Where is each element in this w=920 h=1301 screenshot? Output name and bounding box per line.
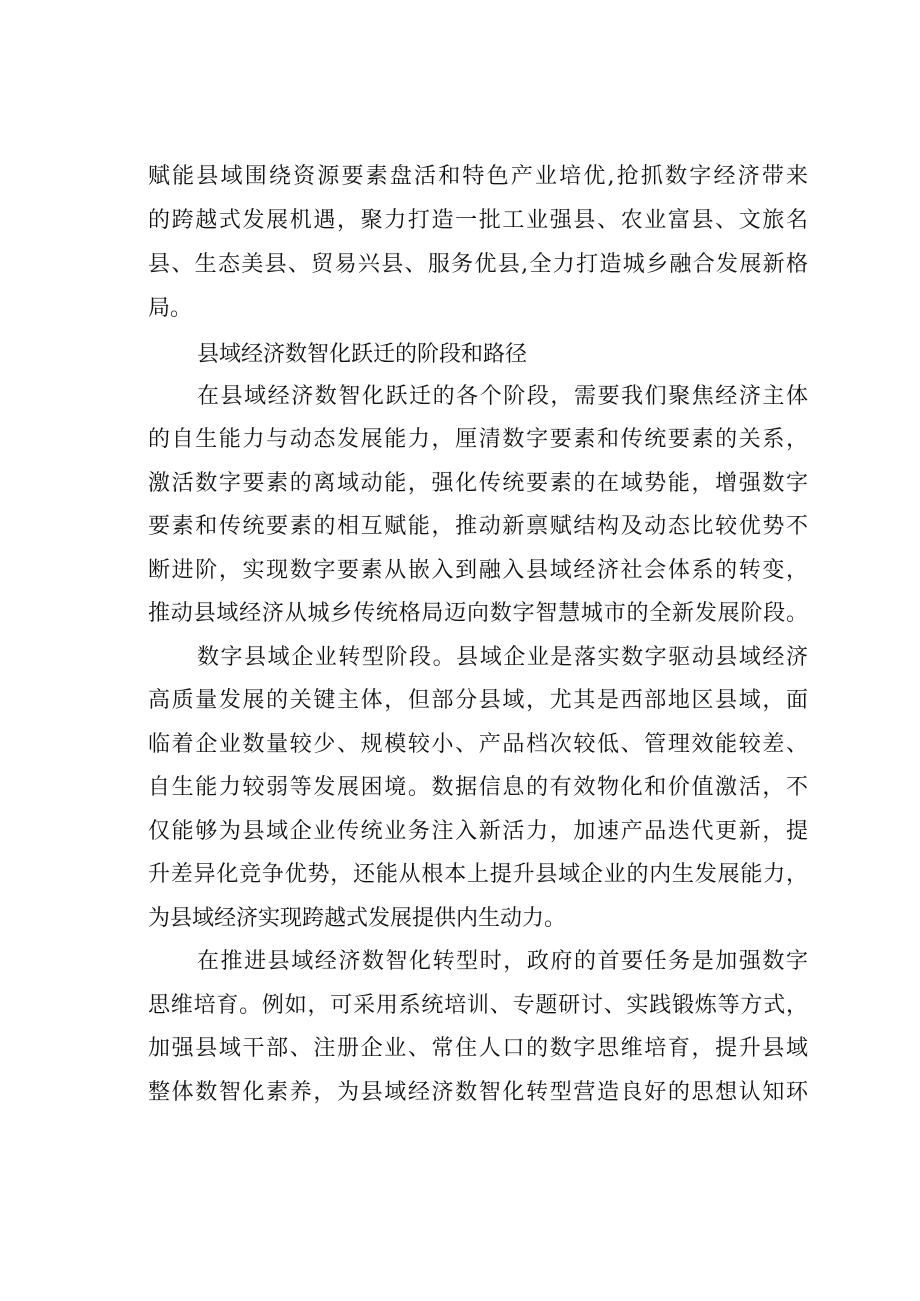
paragraph-3-line-4: 自生能力较弱等发展困境。数据信息的有效物化和价值激活，不 — [148, 775, 808, 800]
paragraph-2-line-1: 在县域经济数智化跃迁的各个阶段，需要我们聚焦经济主体 — [197, 384, 808, 409]
paragraph-1-line-4: 局。 — [148, 296, 193, 321]
paragraph-2-line-3: 激活数字要素的离域动能，强化传统要素的在域势能，增强数字 — [148, 471, 808, 496]
paragraph-4-line-3: 加强县域干部、注册企业、常住人口的数字思维培育，提升县域 — [148, 1036, 808, 1061]
paragraph-4-line-1: 在推进县域经济数智化转型时，政府的首要任务是加强数字 — [197, 949, 808, 974]
paragraph-4-line-4: 整体数智化素养，为县域经济数智化转型营造良好的思想认知环 — [148, 1080, 808, 1105]
paragraph-2-line-6: 推动县域经济从城乡传统格局迈向数字智慧城市的全新发展阶段。 — [148, 601, 808, 626]
paragraph-1-line-2: 的跨越式发展机遇，聚力打造一批工业强县、农业富县、文旅名 — [148, 208, 808, 233]
paragraph-2-line-4: 要素和传统要素的相互赋能，推动新禀赋结构及动态比较优势不 — [148, 514, 808, 539]
paragraph-1-line-1: 赋能县域围绕资源要素盘活和特色产业培优,抢抓数字经济带来 — [148, 164, 808, 189]
paragraph-4-line-2: 思维培育。例如，可采用系统培训、专题研讨、实践锻炼等方式， — [148, 993, 808, 1018]
paragraph-3-line-6: 升差异化竞争优势，还能从根本上提升县域企业的内生发展能力， — [148, 862, 808, 887]
paragraph-3-line-1: 数字县域企业转型阶段。县域企业是落实数字驱动县域经济 — [197, 645, 808, 670]
section-heading: 县域经济数智化跃迁的阶段和路径 — [197, 342, 528, 367]
paragraph-1-line-3: 县、生态美县、贸易兴县、服务优县,全力打造城乡融合发展新格 — [148, 252, 808, 277]
paragraph-3-line-2: 高质量发展的关键主体，但部分县域，尤其是西部地区县域，面 — [148, 688, 808, 713]
paragraph-2-line-5: 断进阶，实现数字要素从嵌入到融入县域经济社会体系的转变， — [148, 558, 808, 583]
paragraph-2-line-2: 的自生能力与动态发展能力，厘清数字要素和传统要素的关系， — [148, 427, 808, 452]
paragraph-3-line-3: 临着企业数量较少、规模较小、产品档次较低、管理效能较差、 — [148, 732, 808, 757]
paragraph-3-line-7: 为县域经济实现跨越式发展提供内生动力。 — [148, 906, 567, 931]
paragraph-3-line-5: 仅能够为县域企业传统业务注入新活力，加速产品迭代更新，提 — [148, 819, 808, 844]
